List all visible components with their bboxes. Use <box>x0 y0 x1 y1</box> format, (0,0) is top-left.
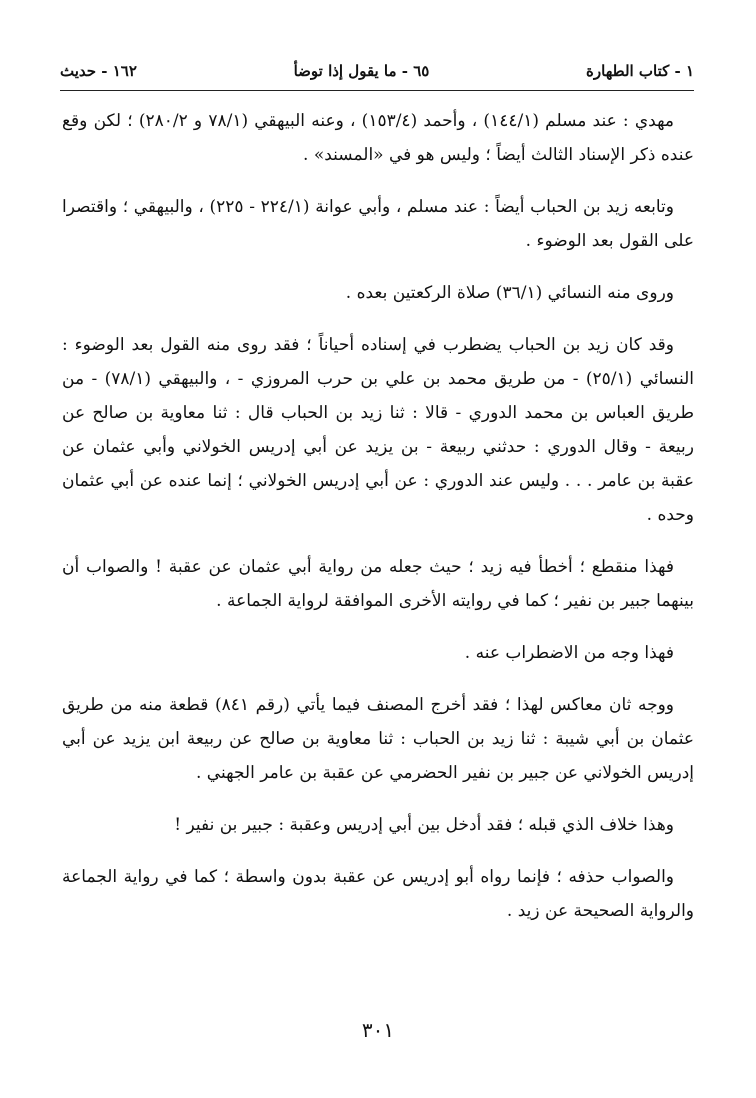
paragraph: فهذا وجه من الاضطراب عنه . <box>464 643 674 663</box>
header-hadith-number: ١٦٢ - حديث <box>60 62 137 80</box>
paragraph: وتابعه زيد بن الحباب أيضاً : عند مسلم ، وأبي عوانة (٢٢٤/١ - ٢٢٥) ، والبيهقي ؛ واقتصرا على القول بعد الوضوء . <box>62 197 694 251</box>
main-text <box>62 104 694 946</box>
paragraph: والصواب حذفه ؛ فإنما رواه أبو إدريس عن عقبة بدون واسطة ؛ كما في رواية الجماعة والرواية الصحيحة عن زيد . <box>62 867 694 921</box>
running-header <box>60 58 694 84</box>
header-rule <box>60 90 694 91</box>
paragraph: وهذا خلاف الذي قبله ؛ فقد أدخل بين أبي إدريس وعقبة : جبير بن نفير ! <box>174 815 674 835</box>
paragraph: ووجه ثان معاكس لهذا ؛ فقد أخرج المصنف فيما يأتي (رقم ٨٤١) قطعة منه من طريق عثمان بن أبي شيبة : ثنا زيد بن الحباب : ثنا معاوية بن صالح عن ربيعة ابن يزيد عن أبي إدريس الخولاني عن جبير بن نفير الحضرمي عن عقبة بن عامر الجهني . <box>62 695 694 783</box>
paragraph: مهدي : عند مسلم (١٤٤/١) ، وأحمد (١٥٣/٤) ، وعنه البيهقي (٧٨/١ و ٢٨٠/٢) ؛ لكن وقع عنده ذكر الإسناد الثالث أيضاً ؛ وليس هو في «المسند» . <box>62 111 694 165</box>
paragraph: وقد كان زيد بن الحباب يضطرب في إسناده أحياناً ؛ فقد روى منه القول بعد الوضوء : النسائي (٢٥/١) - من طريق محمد بن علي بن حرب المروزي - ، والبيهقي (٧٨/١) - من طريق العباس بن محمد الدوري - قالا : ثنا زيد بن الحباب قال : ثنا معاوية بن صالح عن ربيعة - وقال الدوري : حدثني ربيعة - بن يزيد عن أبي إدريس الخولاني وأبي عثمان عن عقبة بن عامر . . . وليس عند الدوري : عن أبي إدريس الخولاني ؛ إنما عنده عن أبي عثمان وحده . <box>62 335 694 525</box>
header-chapter-title: ٦٥ - ما يقول إذا توضأ <box>293 62 430 80</box>
page-number: ٣٠١ <box>361 1018 395 1042</box>
header-book-title: ١ - كتاب الطهارة <box>586 62 694 80</box>
paragraph: فهذا منقطع ؛ أخطأ فيه زيد ؛ حيث جعله من رواية أبي عثمان عن عقبة ! والصواب أن بينهما جبير بن نفير ؛ كما في روايته الأخرى الموافقة لرواية الجماعة . <box>62 557 694 611</box>
paragraph: وروى منه النسائي (٣٦/١) صلاة الركعتين بعده . <box>345 283 674 303</box>
